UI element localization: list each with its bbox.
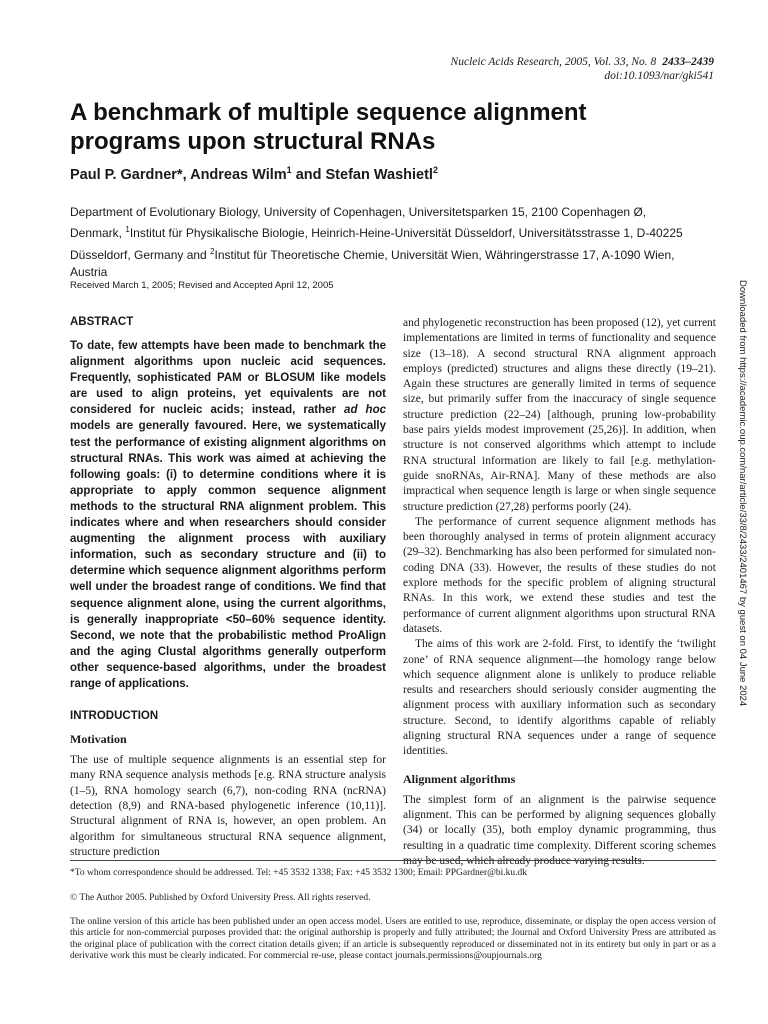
journal-citation: Nucleic Acids Research, 2005, Vol. 33, No. 8	[450, 56, 657, 68]
author-list	[70, 165, 438, 183]
page-range: 2433–2439	[662, 56, 714, 68]
motivation-heading: Motivation	[70, 732, 127, 747]
author-sup: 2	[432, 165, 438, 175]
received-dates: Received March 1, 2005; Revised and Accepted April 12, 2005	[70, 280, 334, 291]
body-paragraph: The performance of current sequence alignment methods has been thoroughly analysed in terms of protein alignment accuracy (29–32). Benchmarking has also been performed for simulated non-coding DNA (33). However, the results of these studies do not explore methods for the specific problem of aligning structural RNAs. In this work, we extend these studies and test the performance of current alignment algorithms upon structural RNA datasets.	[403, 515, 716, 635]
download-note: Downloaded from https://academic.oup.com/nar/article/33/8/2433/2401467 by guest on 04 June 2024	[737, 280, 748, 707]
body-paragraph: The aims of this work are 2-fold. First, to identify the ‘twilight zone’ of RNA sequence alignment—the homology range below which sequence alignment alone is unlikely to produce reliable results and researchers should seriously consider augmenting the alignment process with auxiliary information such as secondary structure. Second, to identify algorithms capable of reliably aligning structural RNA sequences under a range of sequence identities.	[403, 638, 716, 758]
affiliation-text: Institut für Physikalische Biologie, Heinrich-Heine-Universität Düsseldorf, Universitätsstrasse 1, D-40225 Düsseldorf, Germany and	[70, 226, 683, 262]
author-separator: and	[291, 166, 326, 183]
abstract-body	[70, 338, 386, 692]
author-name: Andreas Wilm	[190, 166, 287, 183]
affiliation-sup: 2	[210, 246, 215, 256]
abstract-heading: ABSTRACT	[70, 316, 134, 328]
author-separator: ,	[182, 166, 191, 183]
license-footnote: The online version of this article has been published under an open access model. Users are entitled to use, reproduce, disseminate, or display the open access version of this article for non-commercial purposes provided that: the original authorship is properly and fully attributed; the Journal and Oxford University Press are attributed as the original place of publication with the correct citation details given; if an article is subsequently reproduced or disseminated not in its entirety but only in part or as a derivative work this must be clearly indicated. For commercial re-use, please contact journals.permissions@oupjournals.org	[70, 917, 716, 962]
body-paragraph: The use of multiple sequence alignments is an essential step for many RNA sequence analysis methods [e.g. RNA structure analysis (1–5), RNA homology search (6,7), non-coding RNA (ncRNA) detection (8,9) and RNA-based phylogenetic inference (10,11)]. Structural alignment of RNA is, however, an open problem. An algorithm for simultaneous structural RNA sequence alignment, structure prediction	[70, 754, 386, 858]
journal-header	[451, 55, 714, 83]
abstract-emphasis: ad hoc	[344, 404, 386, 417]
right-column	[403, 316, 716, 869]
body-paragraph: and phylogenetic reconstruction has been proposed (12), yet current implementations are limited in terms of functionality and sequence size (13–18). A second structural RNA alignment approach employs (predicted) structures and aligns these directly (19–21). Again these structures are generally limited in terms of sequence size, but primarily suffer from the inaccuracy of single sequence structure prediction (22–24) [although, pruning low-probability base pairs yields modest improvement (25,26)]. In addition, when structure is not conserved algorithms which attempt to include RNA structural information are likely to fail [e.g. methylation-guide snoRNAs, Air-RNA]. Many of these methods are also impractical when sequence length is large or when single sequence structure prediction (27,28) performs poorly (24).	[403, 317, 716, 513]
author-sup: 1	[286, 165, 292, 175]
author-name: Paul P. Gardner*	[70, 166, 183, 183]
article-title: A benchmark of multiple sequence alignment programs upon structural RNAs	[70, 99, 587, 155]
affiliations	[70, 200, 690, 281]
affiliation-sup: 1	[125, 225, 130, 235]
abstract-text: models are generally favoured. Here, we systematically test the performance of existing alignment algorithms on structural RNAs. This work was aimed at achieving the following goals: (i) to determine conditions where it is appropriate to apply common sequence alignment methods to the structural RNA alignment problem. This indicates where and when researchers should consider augmenting the alignment process with auxiliary information, such as secondary structure and (ii) to determine which sequence alignment algorithms perform well under the broadest range of conditions. We find that sequence alignment alone, using the current algorithms, is generally inappropriate <50–60% sequence identity. Second, we note that the probabilistic method ProAlign and the aging Clustal algorithms generally outperform other sequence-based algorithms, under the broadest range of applications.	[70, 420, 386, 690]
correspondence-footnote: *To whom correspondence should be addressed. Tel: +45 3532 1338; Fax: +45 3532 1300; Email: PPGardner@bi.ku.dk	[70, 868, 528, 878]
introduction-heading: INTRODUCTION	[70, 710, 159, 723]
download-watermark	[736, 280, 752, 770]
abstract-text: To date, few attempts have been made to benchmark the alignment algorithms upon nucleic acid sequences. Frequently, sophisticated PAM or BLOSUM like models are used to align proteins, yet equivalents are not considered for nucleic acids; instead, rather	[70, 340, 386, 417]
affiliation-text: Department of Evolutionary Biology, University of Copenhagen, Universitetsparken 15, 2100 Copenhagen Ø, Denmark,	[70, 205, 647, 241]
affiliation-text: Institut für Theoretische Chemie, Universität Wien, Währingerstrasse 17, A-1090 Wien, Austria	[70, 247, 675, 279]
footnote-divider	[70, 860, 716, 861]
author-name: Stefan Washietl	[325, 166, 433, 183]
alignment-algorithms-heading: Alignment algorithms	[403, 771, 516, 786]
doi[interactable]: doi:10.1093/nar/gki541	[604, 70, 714, 82]
body-paragraph: The simplest form of an alignment is the pairwise sequence alignment. This can be performed by aligning sequences globally (34) or locally (35), both employ dynamic programming, thus resulting in a quadratic time complexity. Different scoring schemes	[403, 793, 716, 852]
left-column	[70, 316, 386, 860]
copyright-footnote: © The Author 2005. Published by Oxford University Press. All rights reserved.	[70, 893, 371, 903]
